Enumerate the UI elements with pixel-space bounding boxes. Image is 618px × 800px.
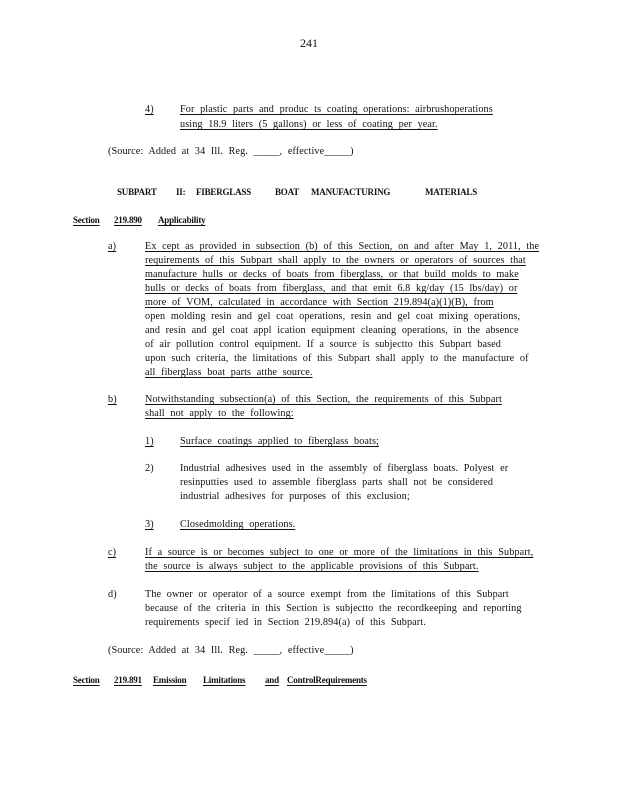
subpart-fiberglass: FIBERGLASS bbox=[196, 187, 252, 197]
subpart-word: SUBPART bbox=[117, 187, 157, 197]
page-number: 241 bbox=[300, 36, 318, 50]
para-b-label: b) bbox=[108, 394, 117, 405]
subpart-boat: BOAT bbox=[275, 187, 300, 197]
para-a-line: hulls or decks of boats from fiberglass, and that emit 6.8 kg/day (15 lbs/day) or bbox=[145, 283, 518, 294]
section-890-word: Section bbox=[73, 215, 100, 225]
para-c-line: If a source is or becomes subject to one or more of the limitations in this Subpart, bbox=[145, 547, 534, 558]
sub-b2-line: Industrial adhesives used in the assembly of fiberglass boats. Polyest er bbox=[180, 463, 509, 474]
section-890-number: 219.890 bbox=[114, 215, 142, 225]
source-note-1: (Source: Added at 34 Ill. Reg. _____, effective_____) bbox=[108, 146, 354, 157]
sub-b1-text: Surface coatings applied to fiberglass boats; bbox=[180, 436, 379, 447]
para-a-line: upon such criteria, the limitations of this Subpart shall apply to the manufacture of bbox=[145, 353, 529, 364]
para-d-line: The owner or operator of a source exempt from the limitations of this Subpart bbox=[145, 589, 509, 600]
para-a-line: all fiberglass boat parts atthe source. bbox=[145, 367, 313, 378]
para-d-line: requirements specif ied in Section 219.894(a) of this Subpart. bbox=[145, 617, 426, 628]
section-891-limitations: Limitations bbox=[203, 675, 246, 685]
sub-b3-label: 3) bbox=[145, 519, 154, 530]
para-a-line: requirements of this Subpart shall apply to the owners or operators of sources that bbox=[145, 255, 526, 266]
para-a-line: more of VOM, calculated in accordance with Section 219.894(a)(1)(B), from bbox=[145, 297, 494, 308]
subpart-manufacturing: MANUFACTURING bbox=[311, 187, 391, 197]
para-b-line: shall not apply to the following: bbox=[145, 408, 294, 419]
para-d-label: d) bbox=[108, 589, 117, 600]
section-891-control: ControlRequirements bbox=[287, 675, 367, 685]
section-891-number: 219.891 bbox=[114, 675, 142, 685]
para-c-label: c) bbox=[108, 547, 117, 558]
para-d-line: because of the criteria in this Section is subjectto the recordkeeping and reporting bbox=[145, 603, 522, 614]
para-a-line: manufacture hulls or decks of boats from fiberglass, or that build molds to make bbox=[145, 269, 519, 280]
section-890-title: Applicability bbox=[158, 215, 206, 225]
sub-b2-label: 2) bbox=[145, 463, 154, 474]
section-891-and: and bbox=[265, 675, 279, 685]
sub-b1-label: 1) bbox=[145, 436, 154, 447]
para-c-line: the source is always subject to the applicable provisions of this Subpart. bbox=[145, 561, 479, 572]
para-a-line: Ex cept as provided in subsection (b) of this Section, on and after May 1, 2011, the bbox=[145, 241, 540, 252]
para-b-line: Notwithstanding subsection(a) of this Section, the requirements of this Subpart bbox=[145, 394, 502, 405]
subpart-number: II: bbox=[176, 187, 186, 197]
source-note-2: (Source: Added at 34 Ill. Reg. _____, effective_____) bbox=[108, 645, 354, 656]
section-891-emission: Emission bbox=[153, 675, 187, 685]
sub-b2-line: industrial adhesives for purposes of this exclusion; bbox=[180, 491, 410, 502]
item-4-line-1: For plastic parts and produc ts coating operations: airbrushoperations bbox=[180, 104, 493, 115]
item-4-label: 4) bbox=[145, 104, 154, 115]
section-891-word: Section bbox=[73, 675, 100, 685]
sub-b2-line: resinputties used to assemble fiberglass parts shall not be considered bbox=[180, 477, 494, 488]
item-4-line-2: using 18.9 liters (5 gallons) or less of coating per year. bbox=[180, 119, 438, 130]
para-a-label: a) bbox=[108, 241, 117, 252]
subpart-materials: MATERIALS bbox=[425, 187, 478, 197]
sub-b3-text: Closedmolding operations. bbox=[180, 519, 296, 530]
para-a-line: and resin and gel coat appl ication equipment cleaning operations, in the absence bbox=[145, 325, 519, 336]
para-a-line: of air pollution control equipment. If a source is subjectto this Subpart based bbox=[145, 339, 501, 350]
para-a-line: open molding resin and gel coat operations, resin and gel coat mixing operations, bbox=[145, 311, 521, 322]
